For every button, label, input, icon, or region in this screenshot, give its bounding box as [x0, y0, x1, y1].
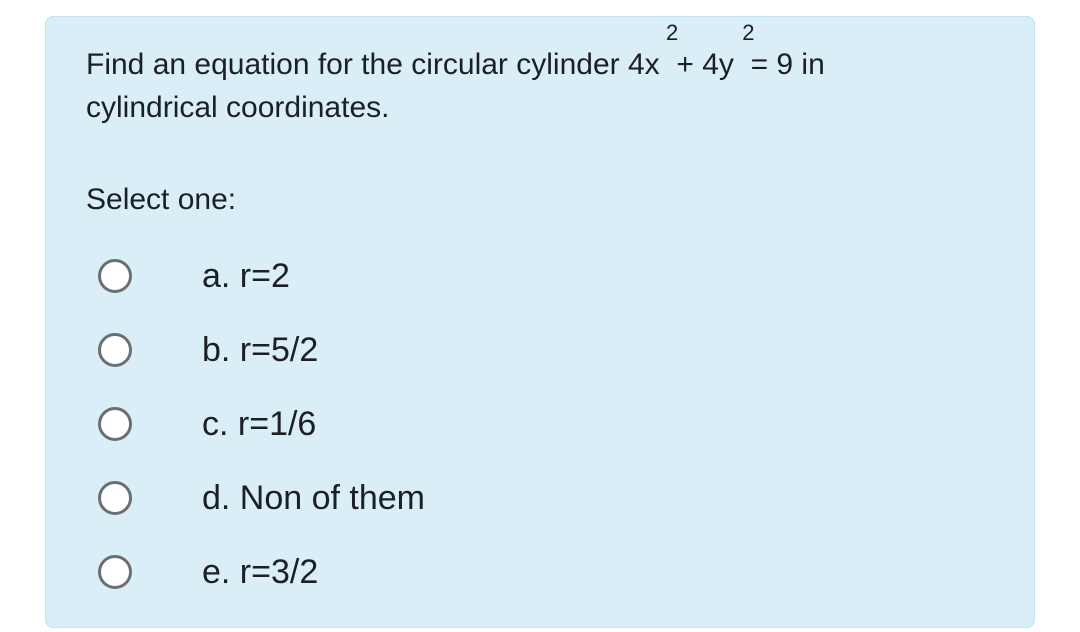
- option-label-d[interactable]: d. Non of them: [202, 479, 426, 517]
- option-c[interactable]: [98, 387, 317, 461]
- option-label-e[interactable]: e. r=3/2: [202, 553, 319, 591]
- option-d[interactable]: [98, 461, 426, 535]
- exponent-y: 2: [742, 20, 755, 45]
- exponent-x: 2: [665, 20, 679, 45]
- radio-button-e[interactable]: [98, 555, 132, 589]
- term-4x: 4x: [627, 48, 660, 81]
- option-label-c[interactable]: c. r=1/6: [202, 405, 317, 443]
- radio-button-c[interactable]: [98, 407, 132, 441]
- question-panel: [45, 16, 1035, 628]
- option-b[interactable]: [98, 313, 319, 387]
- radio-button-d[interactable]: [98, 481, 132, 515]
- option-e[interactable]: [98, 535, 319, 609]
- question-suffix: = 9 in: [750, 48, 825, 81]
- select-one-label: Select one:: [86, 183, 237, 216]
- radio-button-b[interactable]: [98, 333, 132, 367]
- question-text: [86, 20, 1006, 129]
- question-prefix: Find an equation for the circular cylinder: [86, 48, 620, 81]
- option-a[interactable]: [98, 239, 290, 313]
- question-line-2: cylindrical coordinates.: [86, 91, 390, 124]
- term-4y-squared: [702, 20, 755, 86]
- option-label-a[interactable]: a. r=2: [202, 257, 290, 295]
- question-line-1: [86, 20, 1006, 86]
- option-label-b[interactable]: b. r=5/2: [202, 331, 319, 369]
- term-4x-squared: [627, 20, 679, 86]
- term-4y: 4y: [702, 48, 734, 81]
- radio-button-a[interactable]: [98, 259, 132, 293]
- plus-sign: +: [676, 48, 694, 81]
- answer-options: [98, 239, 426, 609]
